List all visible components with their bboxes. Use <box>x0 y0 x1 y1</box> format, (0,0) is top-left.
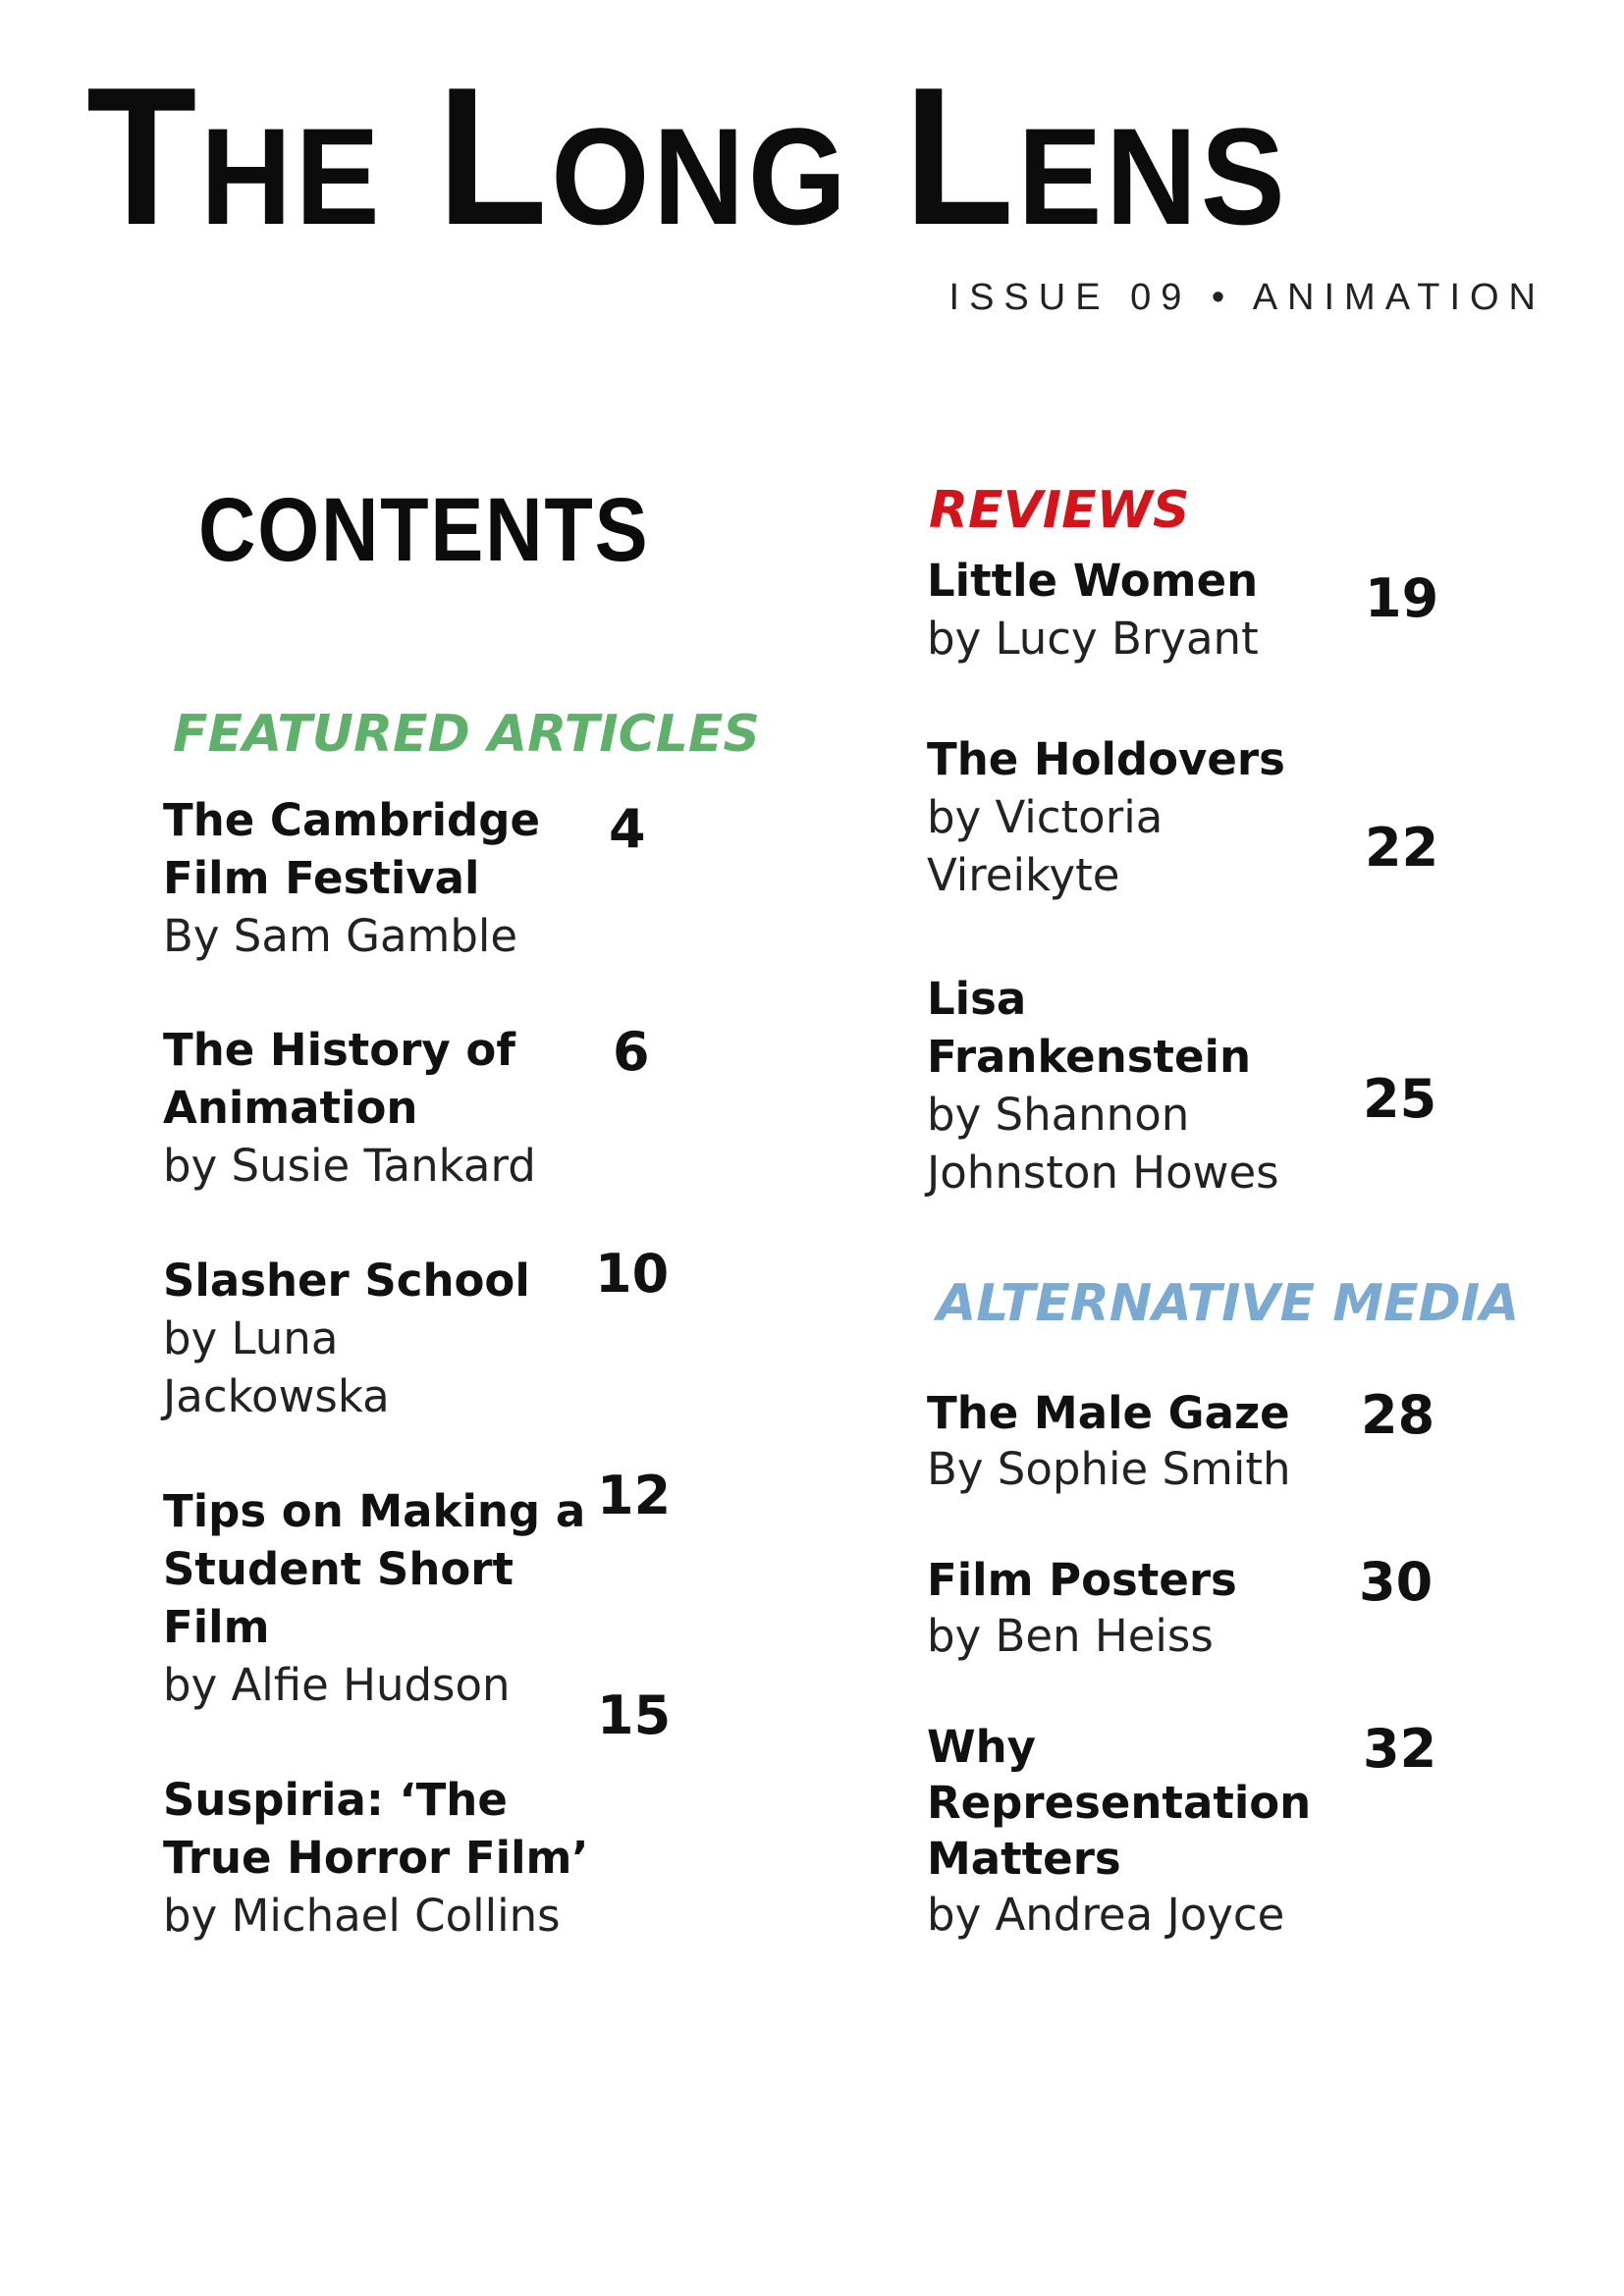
entry-author: Vireikyte <box>927 849 1120 901</box>
entry-title-line: Film <box>163 1601 270 1653</box>
entry-author: by Luna <box>163 1312 339 1364</box>
page-number: 32 <box>1363 1718 1437 1780</box>
entry-title-line: The Cambridge <box>163 794 540 846</box>
entry-title-line: Little Women <box>927 555 1259 607</box>
entry-author: Johnston Howes <box>927 1147 1279 1199</box>
issue-line: ISSUE 09 • ANIMATION <box>948 277 1545 318</box>
page-number: 10 <box>595 1243 670 1305</box>
page-number: 4 <box>609 798 646 860</box>
entry-author: by Victoria <box>927 791 1164 843</box>
entry-title-line: Student Short <box>163 1543 514 1595</box>
alternative-media-heading: ALTERNATIVE MEDIA <box>937 1274 1520 1333</box>
entry-title-line: Representation <box>927 1777 1312 1829</box>
entry-title-line: The Holdovers <box>927 733 1285 785</box>
page-number: 12 <box>597 1465 672 1526</box>
reviews-heading: REVIEWS <box>929 481 1190 540</box>
entry-title-line: Slasher School <box>163 1255 530 1307</box>
entry-title-line: True Horror Film’ <box>163 1832 589 1884</box>
page-number: 22 <box>1365 817 1439 879</box>
entry-title-line: The History of <box>163 1024 515 1076</box>
page-number: 15 <box>597 1684 672 1746</box>
entry-title-line: Animation <box>163 1082 418 1134</box>
entry-title-line: Film Festival <box>163 852 480 904</box>
entry-author: by Susie Tankard <box>163 1140 536 1192</box>
entry-title-line: Why <box>927 1721 1037 1773</box>
page-number: 30 <box>1359 1551 1434 1613</box>
entry-title-line: Film Posters <box>927 1554 1237 1606</box>
entry-author: by Alfie Hudson <box>163 1659 511 1711</box>
page-number: 19 <box>1365 567 1439 629</box>
page-number: 6 <box>613 1021 650 1083</box>
contents-heading: CONTENTS <box>198 480 650 580</box>
entry-title-line: Matters <box>927 1833 1121 1885</box>
page-number: 25 <box>1363 1068 1437 1130</box>
entry-author: by Shannon <box>927 1089 1190 1141</box>
entry-title-line: Lisa <box>927 973 1027 1025</box>
entry-author: By Sam Gamble <box>163 910 518 962</box>
featured-articles-heading: FEATURED ARTICLES <box>173 705 760 764</box>
entry-title-line: Suspiria: ‘The <box>163 1774 508 1826</box>
magazine-masthead-title: The Long Lens <box>86 47 1289 266</box>
entry-author: Jackowska <box>163 1370 390 1422</box>
entry-author: by Lucy Bryant <box>927 613 1259 665</box>
entry-author: by Andrea Joyce <box>927 1889 1285 1941</box>
entry-title-line: Frankenstein <box>927 1031 1252 1083</box>
entry-title-line: The Male Gaze <box>927 1387 1290 1439</box>
entry-author: by Ben Heiss <box>927 1610 1214 1662</box>
page-number: 28 <box>1361 1384 1435 1446</box>
entry-author: by Michael Collins <box>163 1890 561 1942</box>
entry-title-line: Tips on Making a <box>163 1485 586 1537</box>
entry-author: By Sophie Smith <box>927 1443 1291 1495</box>
